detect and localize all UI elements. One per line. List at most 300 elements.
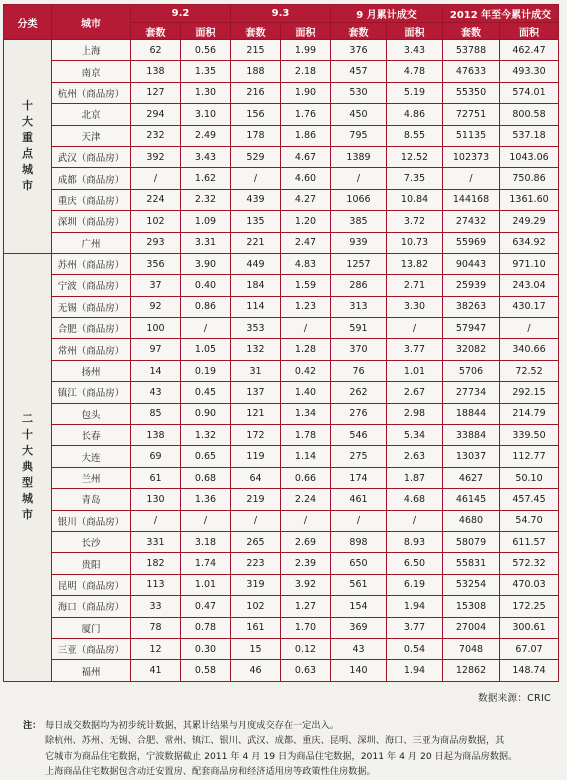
units-cell: 154 (331, 596, 387, 617)
units-cell: 55969 (443, 232, 500, 253)
units-cell: 5706 (443, 360, 500, 381)
category-label (4, 253, 52, 681)
area-cell: 3.43 (387, 40, 443, 61)
units-cell: 353 (231, 318, 281, 339)
area-cell: 1.05 (181, 339, 231, 360)
area-cell: 0.63 (281, 660, 331, 681)
category-char: 大 (22, 115, 33, 129)
units-cell: 529 (231, 146, 281, 167)
units-cell: 33 (131, 596, 181, 617)
city-name: 无锡（商品房） (52, 296, 131, 317)
area-cell: 2.39 (281, 553, 331, 574)
area-subheader: 面积 (181, 23, 231, 40)
area-cell: 2.98 (387, 403, 443, 424)
area-cell: 750.86 (500, 168, 559, 189)
units-cell: 33884 (443, 425, 500, 446)
area-cell: 0.65 (181, 446, 231, 467)
area-cell: 537.18 (500, 125, 559, 146)
units-cell: 58079 (443, 531, 500, 552)
area-cell: 2.69 (281, 531, 331, 552)
area-cell: 457.45 (500, 489, 559, 510)
units-cell: 12 (131, 638, 181, 659)
city-name: 成都（商品房） (52, 168, 131, 189)
units-cell: 331 (131, 531, 181, 552)
units-cell: 215 (231, 40, 281, 61)
units-cell: 216 (231, 82, 281, 103)
area-cell: 2.32 (181, 189, 231, 210)
units-cell: 55350 (443, 82, 500, 103)
area-cell: 0.12 (281, 638, 331, 659)
area-cell: 1.01 (181, 574, 231, 595)
area-cell: 1.14 (281, 446, 331, 467)
units-cell: 102 (231, 596, 281, 617)
units-cell: 57947 (443, 318, 500, 339)
housing-sales-table (3, 4, 559, 682)
note-line: 它城市为商品住宅数据，宁波数据截止 2011 年 4 月 19 日为商品住宅数据，2011 年 4 月 20 日起为商品房数据。 (45, 750, 518, 762)
units-cell: 113 (131, 574, 181, 595)
table-row (4, 168, 559, 189)
area-cell: / (181, 318, 231, 339)
units-cell: / (231, 510, 281, 531)
city-name: 宁波（商品房） (52, 275, 131, 296)
area-cell: 2.49 (181, 125, 231, 146)
category-char: 大 (22, 444, 33, 458)
units-cell: 46 (231, 660, 281, 681)
units-cell: 90443 (443, 253, 500, 274)
units-cell: 4680 (443, 510, 500, 531)
area-cell: 611.57 (500, 531, 559, 552)
city-name: 贵阳 (52, 553, 131, 574)
table-row (4, 574, 559, 595)
units-cell: / (131, 510, 181, 531)
city-name: 镇江（商品房） (52, 382, 131, 403)
units-cell: 591 (331, 318, 387, 339)
units-cell: 232 (131, 125, 181, 146)
units-cell: 262 (331, 382, 387, 403)
units-cell: 61 (131, 467, 181, 488)
units-cell: 450 (331, 104, 387, 125)
units-cell: 13037 (443, 446, 500, 467)
units-cell: 78 (131, 617, 181, 638)
city-name: 长春 (52, 425, 131, 446)
area-cell: 3.30 (387, 296, 443, 317)
units-cell: 221 (231, 232, 281, 253)
area-cell: 67.07 (500, 638, 559, 659)
area-cell: 800.58 (500, 104, 559, 125)
units-cell: 156 (231, 104, 281, 125)
table-row (4, 596, 559, 617)
city-name: 兰州 (52, 467, 131, 488)
area-cell: 430.17 (500, 296, 559, 317)
category-char: 十 (22, 428, 33, 442)
report-container (3, 4, 563, 780)
area-cell: 10.84 (387, 189, 443, 210)
city-name: 天津 (52, 125, 131, 146)
units-cell: 530 (331, 82, 387, 103)
area-cell: 1.34 (281, 403, 331, 424)
units-cell: 439 (231, 189, 281, 210)
period-header: 9.3 (231, 5, 331, 23)
area-subheader: 面积 (281, 23, 331, 40)
units-cell: 182 (131, 553, 181, 574)
units-cell: 369 (331, 617, 387, 638)
table-row (4, 425, 559, 446)
city-name: 上海 (52, 40, 131, 61)
area-cell: 0.42 (281, 360, 331, 381)
units-cell: 650 (331, 553, 387, 574)
table-row (4, 146, 559, 167)
area-cell: 1.23 (281, 296, 331, 317)
period-header: 9.2 (131, 5, 231, 23)
area-cell: 3.77 (387, 617, 443, 638)
area-cell: 0.45 (181, 382, 231, 403)
area-cell: 3.31 (181, 232, 231, 253)
units-cell: 25939 (443, 275, 500, 296)
area-cell: 1.28 (281, 339, 331, 360)
area-cell: 3.90 (181, 253, 231, 274)
category-char: 点 (22, 147, 33, 161)
area-cell: 2.47 (281, 232, 331, 253)
period-header: 2012 年至今累计成交 (443, 5, 559, 23)
area-cell: 0.56 (181, 40, 231, 61)
city-name: 北京 (52, 104, 131, 125)
table-row (4, 61, 559, 82)
units-cell: 64 (231, 467, 281, 488)
city-name: 南京 (52, 61, 131, 82)
notes-body (45, 718, 517, 780)
area-cell: 1.35 (181, 61, 231, 82)
area-cell: 72.52 (500, 360, 559, 381)
units-cell: 127 (131, 82, 181, 103)
table-row (4, 211, 559, 232)
table-row (4, 104, 559, 125)
area-cell: 1.20 (281, 211, 331, 232)
area-cell: 1.94 (387, 596, 443, 617)
area-cell: 5.34 (387, 425, 443, 446)
table-row (4, 489, 559, 510)
area-cell: 0.66 (281, 467, 331, 488)
city-name: 苏州（商品房） (52, 253, 131, 274)
area-cell: 3.72 (387, 211, 443, 232)
area-cell: 3.77 (387, 339, 443, 360)
note-line: 除杭州、苏州、无锡、合肥、常州、镇江、银川、武汉、成都、重庆、昆明、深圳、海口、三亚为商品房数据，其 (45, 735, 505, 747)
area-cell: 8.93 (387, 531, 443, 552)
note-line: 每日成交数据均为初步统计数据，其累计结果与月度成交存在一定出入。 (45, 719, 339, 731)
units-cell: 939 (331, 232, 387, 253)
category-char: 城 (22, 163, 33, 177)
area-cell: 1.01 (387, 360, 443, 381)
units-cell: 449 (231, 253, 281, 274)
units-cell: 92 (131, 296, 181, 317)
units-cell: 293 (131, 232, 181, 253)
units-cell: 219 (231, 489, 281, 510)
units-cell: 130 (131, 489, 181, 510)
notes-label: 注： (23, 719, 42, 731)
area-cell: 1.99 (281, 40, 331, 61)
area-cell: 462.47 (500, 40, 559, 61)
area-cell: / (387, 318, 443, 339)
area-cell: 10.73 (387, 232, 443, 253)
area-cell: 470.03 (500, 574, 559, 595)
units-cell: 114 (231, 296, 281, 317)
area-cell: 493.30 (500, 61, 559, 82)
area-cell: 1.30 (181, 82, 231, 103)
city-name: 海口（商品房） (52, 596, 131, 617)
units-cell: 69 (131, 446, 181, 467)
category-char: 二 (22, 412, 33, 426)
area-cell: 214.79 (500, 403, 559, 424)
table-row (4, 318, 559, 339)
area-cell: 2.63 (387, 446, 443, 467)
area-cell: 1.78 (281, 425, 331, 446)
units-cell: 144168 (443, 189, 500, 210)
table-row (4, 360, 559, 381)
units-cell: 132 (231, 339, 281, 360)
note-line: 上海商品住宅数据包含动迁安置房、配套商品房和经济适用房等政策性住房数据。 (45, 766, 376, 778)
area-cell: 339.50 (500, 425, 559, 446)
units-cell: 1257 (331, 253, 387, 274)
units-cell: 265 (231, 531, 281, 552)
area-cell: 0.40 (181, 275, 231, 296)
table-row (4, 403, 559, 424)
city-name: 武汉（商品房） (52, 146, 131, 167)
area-cell: 0.54 (387, 638, 443, 659)
area-cell: 0.47 (181, 596, 231, 617)
area-cell: 0.78 (181, 617, 231, 638)
area-cell: 971.10 (500, 253, 559, 274)
units-cell: 795 (331, 125, 387, 146)
units-cell: 85 (131, 403, 181, 424)
table-row (4, 232, 559, 253)
units-cell: 15308 (443, 596, 500, 617)
area-cell: 1.70 (281, 617, 331, 638)
city-name: 广州 (52, 232, 131, 253)
table-row (4, 660, 559, 681)
city-name: 长沙 (52, 531, 131, 552)
city-header: 城市 (52, 5, 131, 40)
units-cell: 313 (331, 296, 387, 317)
area-cell: 572.32 (500, 553, 559, 574)
area-cell: / (181, 510, 231, 531)
units-cell: / (331, 510, 387, 531)
units-subheader: 套数 (131, 23, 181, 40)
units-cell: 561 (331, 574, 387, 595)
units-cell: 188 (231, 61, 281, 82)
units-cell: 223 (231, 553, 281, 574)
units-cell: 461 (331, 489, 387, 510)
area-cell: / (387, 510, 443, 531)
area-cell: / (281, 510, 331, 531)
units-subheader: 套数 (231, 23, 281, 40)
city-name: 重庆（商品房） (52, 189, 131, 210)
units-cell: 294 (131, 104, 181, 125)
table-row (4, 617, 559, 638)
table-row (4, 446, 559, 467)
table-row (4, 339, 559, 360)
category-char: 城 (22, 492, 33, 506)
units-cell: / (131, 168, 181, 189)
units-cell: 12862 (443, 660, 500, 681)
area-cell: 1.87 (387, 467, 443, 488)
area-cell: 112.77 (500, 446, 559, 467)
units-cell: 102 (131, 211, 181, 232)
area-cell: 1.86 (281, 125, 331, 146)
units-subheader: 套数 (443, 23, 500, 40)
table-row (4, 40, 559, 61)
units-cell: 14 (131, 360, 181, 381)
area-cell: 6.19 (387, 574, 443, 595)
units-cell: 138 (131, 425, 181, 446)
table-body (4, 40, 559, 682)
area-cell: 4.83 (281, 253, 331, 274)
units-cell: 121 (231, 403, 281, 424)
city-name: 常州（商品房） (52, 339, 131, 360)
units-cell: 172 (231, 425, 281, 446)
units-cell: 546 (331, 425, 387, 446)
city-name: 青岛 (52, 489, 131, 510)
area-cell: 3.18 (181, 531, 231, 552)
category-char: 市 (22, 179, 33, 193)
units-cell: 370 (331, 339, 387, 360)
area-cell: 4.86 (387, 104, 443, 125)
area-cell: 0.68 (181, 467, 231, 488)
units-cell: 100 (131, 318, 181, 339)
category-char: 典 (22, 460, 33, 474)
area-cell: 1.36 (181, 489, 231, 510)
units-cell: 53788 (443, 40, 500, 61)
units-cell: 376 (331, 40, 387, 61)
category-header: 分类 (4, 5, 52, 40)
units-cell: 41 (131, 660, 181, 681)
units-cell: 392 (131, 146, 181, 167)
area-cell: 1.40 (281, 382, 331, 403)
data-source: 数据来源：CRIC (478, 692, 551, 704)
category-char: 十 (22, 99, 33, 113)
area-cell: 1.27 (281, 596, 331, 617)
area-cell: 243.04 (500, 275, 559, 296)
area-cell: 8.55 (387, 125, 443, 146)
units-cell: 27004 (443, 617, 500, 638)
units-cell: 385 (331, 211, 387, 232)
category-char: 型 (22, 476, 33, 490)
area-cell: 2.24 (281, 489, 331, 510)
city-name: 扬州 (52, 360, 131, 381)
area-cell: 1043.06 (500, 146, 559, 167)
units-subheader: 套数 (331, 23, 387, 40)
city-name: 大连 (52, 446, 131, 467)
table-row (4, 82, 559, 103)
units-cell: 184 (231, 275, 281, 296)
area-cell: 1.59 (281, 275, 331, 296)
units-cell: / (331, 168, 387, 189)
table-row (4, 253, 559, 274)
area-cell: 4.78 (387, 61, 443, 82)
units-cell: 1066 (331, 189, 387, 210)
area-cell: 2.71 (387, 275, 443, 296)
units-cell: 135 (231, 211, 281, 232)
units-cell: 1389 (331, 146, 387, 167)
units-cell: 119 (231, 446, 281, 467)
units-cell: 31 (231, 360, 281, 381)
units-cell: 46145 (443, 489, 500, 510)
units-cell: 53254 (443, 574, 500, 595)
units-cell: 7048 (443, 638, 500, 659)
units-cell: 102373 (443, 146, 500, 167)
area-cell: / (281, 318, 331, 339)
units-cell: 18844 (443, 403, 500, 424)
area-cell: 12.52 (387, 146, 443, 167)
city-name: 福州 (52, 660, 131, 681)
table-row (4, 531, 559, 552)
city-name: 昆明（商品房） (52, 574, 131, 595)
area-cell: 1.76 (281, 104, 331, 125)
city-name: 包头 (52, 403, 131, 424)
units-cell: / (231, 168, 281, 189)
table-row (4, 125, 559, 146)
city-name: 合肥（商品房） (52, 318, 131, 339)
table-row (4, 553, 559, 574)
area-cell: 4.27 (281, 189, 331, 210)
area-cell: 3.43 (181, 146, 231, 167)
area-cell: 1.90 (281, 82, 331, 103)
city-name: 杭州（商品房） (52, 82, 131, 103)
units-cell: 62 (131, 40, 181, 61)
area-cell: 0.30 (181, 638, 231, 659)
units-cell: 15 (231, 638, 281, 659)
table-row (4, 638, 559, 659)
area-subheader: 面积 (500, 23, 559, 40)
area-cell: 1.09 (181, 211, 231, 232)
table-row (4, 510, 559, 531)
area-cell: 4.68 (387, 489, 443, 510)
units-cell: 457 (331, 61, 387, 82)
area-cell: 5.19 (387, 82, 443, 103)
area-cell: 0.19 (181, 360, 231, 381)
units-cell: 161 (231, 617, 281, 638)
category-label (4, 40, 52, 254)
area-cell: 1361.60 (500, 189, 559, 210)
area-cell: 0.86 (181, 296, 231, 317)
units-cell: 51135 (443, 125, 500, 146)
area-cell: 0.58 (181, 660, 231, 681)
units-cell: 27432 (443, 211, 500, 232)
city-name: 深圳（商品房） (52, 211, 131, 232)
units-cell: 137 (231, 382, 281, 403)
area-cell: 300.61 (500, 617, 559, 638)
units-cell: 76 (331, 360, 387, 381)
table-row (4, 467, 559, 488)
units-cell: 174 (331, 467, 387, 488)
area-cell: 340.66 (500, 339, 559, 360)
area-cell: 7.35 (387, 168, 443, 189)
table-row (4, 382, 559, 403)
units-cell: 38263 (443, 296, 500, 317)
area-cell: 6.50 (387, 553, 443, 574)
units-cell: 97 (131, 339, 181, 360)
area-cell: 1.94 (387, 660, 443, 681)
area-cell: 13.82 (387, 253, 443, 274)
units-cell: 276 (331, 403, 387, 424)
area-cell: / (500, 318, 559, 339)
area-cell: 148.74 (500, 660, 559, 681)
units-cell: 286 (331, 275, 387, 296)
units-cell: 140 (331, 660, 387, 681)
period-header: 9 月累计成交 (331, 5, 443, 23)
area-subheader: 面积 (387, 23, 443, 40)
units-cell: 47633 (443, 61, 500, 82)
units-cell: 275 (331, 446, 387, 467)
units-cell: 32082 (443, 339, 500, 360)
